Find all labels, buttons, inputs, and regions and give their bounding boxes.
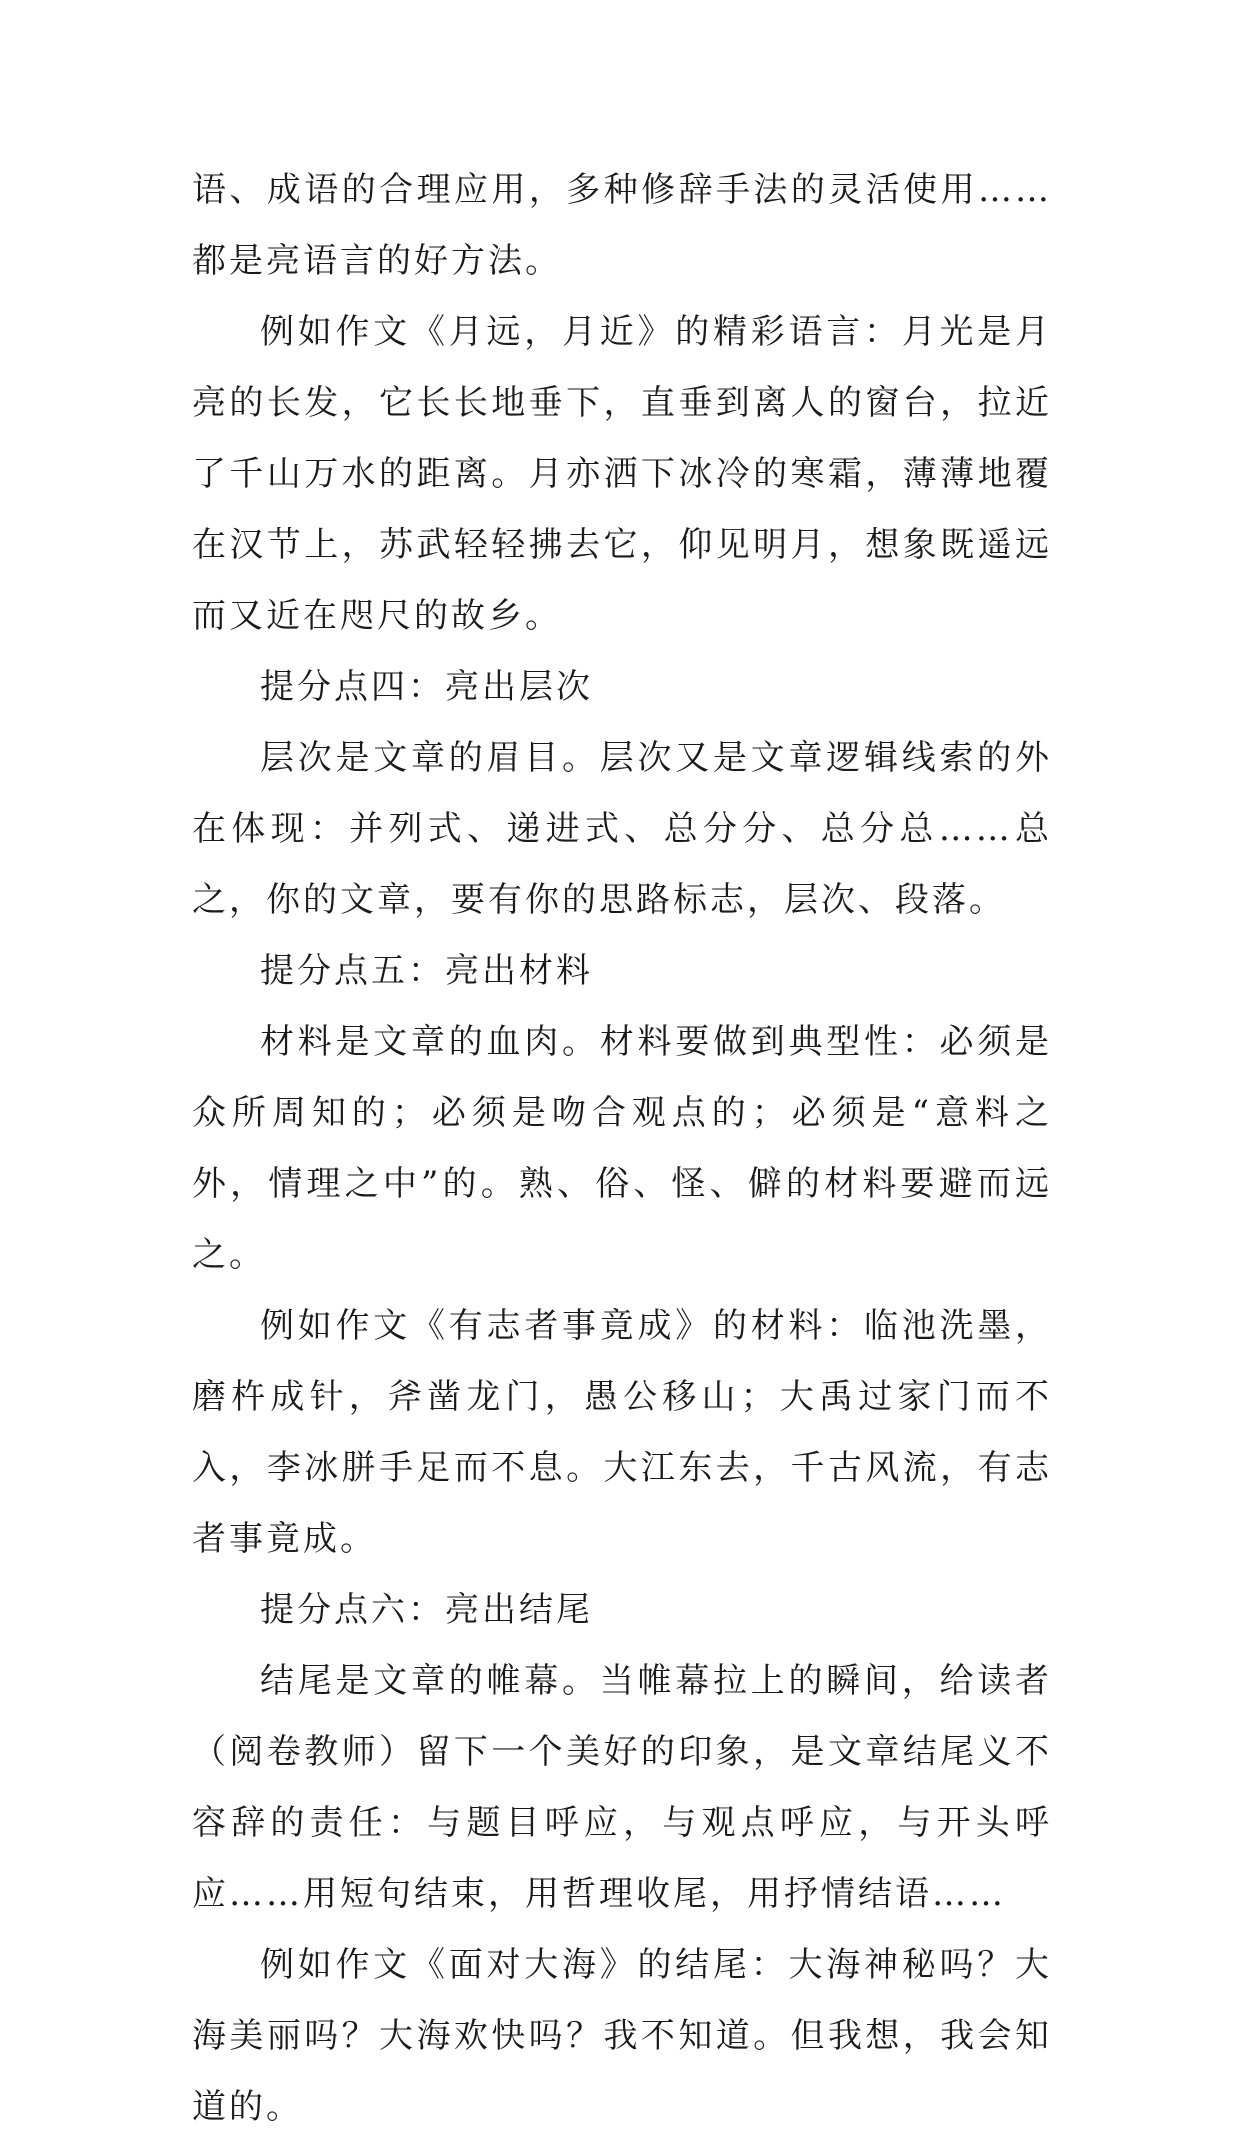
paragraph-example-sea: 例如作文《面对大海》的结尾：大海神秘吗？大海美丽吗？大海欢快吗？我不知道。但我想，我会知道的。 bbox=[192, 1945, 1052, 2127]
paragraph-structure: 层次是文章的眉目。层次又是文章逻辑线索的外在体现：并列式、递进式、总分分、总分总……总之，你的文章，要有你的思路标志，层次、段落。 bbox=[192, 738, 1052, 920]
document-page bbox=[192, 155, 1052, 2143]
paragraph-material: 材料是文章的血肉。材料要做到典型性：必须是众所周知的；必须是吻合观点的；必须是“意料之外，情理之中”的。熟、俗、怪、僻的材料要避而远之。 bbox=[192, 1022, 1052, 1275]
paragraph-continuation: 语、成语的合理应用，多种修辞手法的灵活使用……都是亮语言的好方法。 bbox=[192, 170, 1052, 281]
heading-point-five: 提分点五：亮出材料 bbox=[260, 951, 593, 991]
heading-point-four: 提分点四：亮出层次 bbox=[260, 667, 593, 707]
paragraph-example-moon: 例如作文《月远，月近》的精彩语言：月光是月亮的长发，它长长地垂下，直垂到离人的窗台，拉近了千山万水的距离。月亦洒下冰冷的寒霜，薄薄地覆在汉节上，苏武轻轻拂去它，仰见明月，想象既遥远而又近在咫尺的故乡。 bbox=[192, 312, 1052, 636]
heading-point-six: 提分点六：亮出结尾 bbox=[260, 1590, 593, 1630]
paragraph-ending: 结尾是文章的帷幕。当帷幕拉上的瞬间，给读者（阅卷教师）留下一个美好的印象，是文章结尾义不容辞的责任：与题目呼应，与观点呼应，与开头呼应……用短句结束，用哲理收尾，用抒情结语…… bbox=[192, 1661, 1052, 1914]
paragraph-example-will: 例如作文《有志者事竟成》的材料：临池洗墨，磨杵成针，斧凿龙门，愚公移山；大禹过家门而不入，李冰胼手足而不息。大江东去，千古风流，有志者事竟成。 bbox=[192, 1306, 1052, 1559]
